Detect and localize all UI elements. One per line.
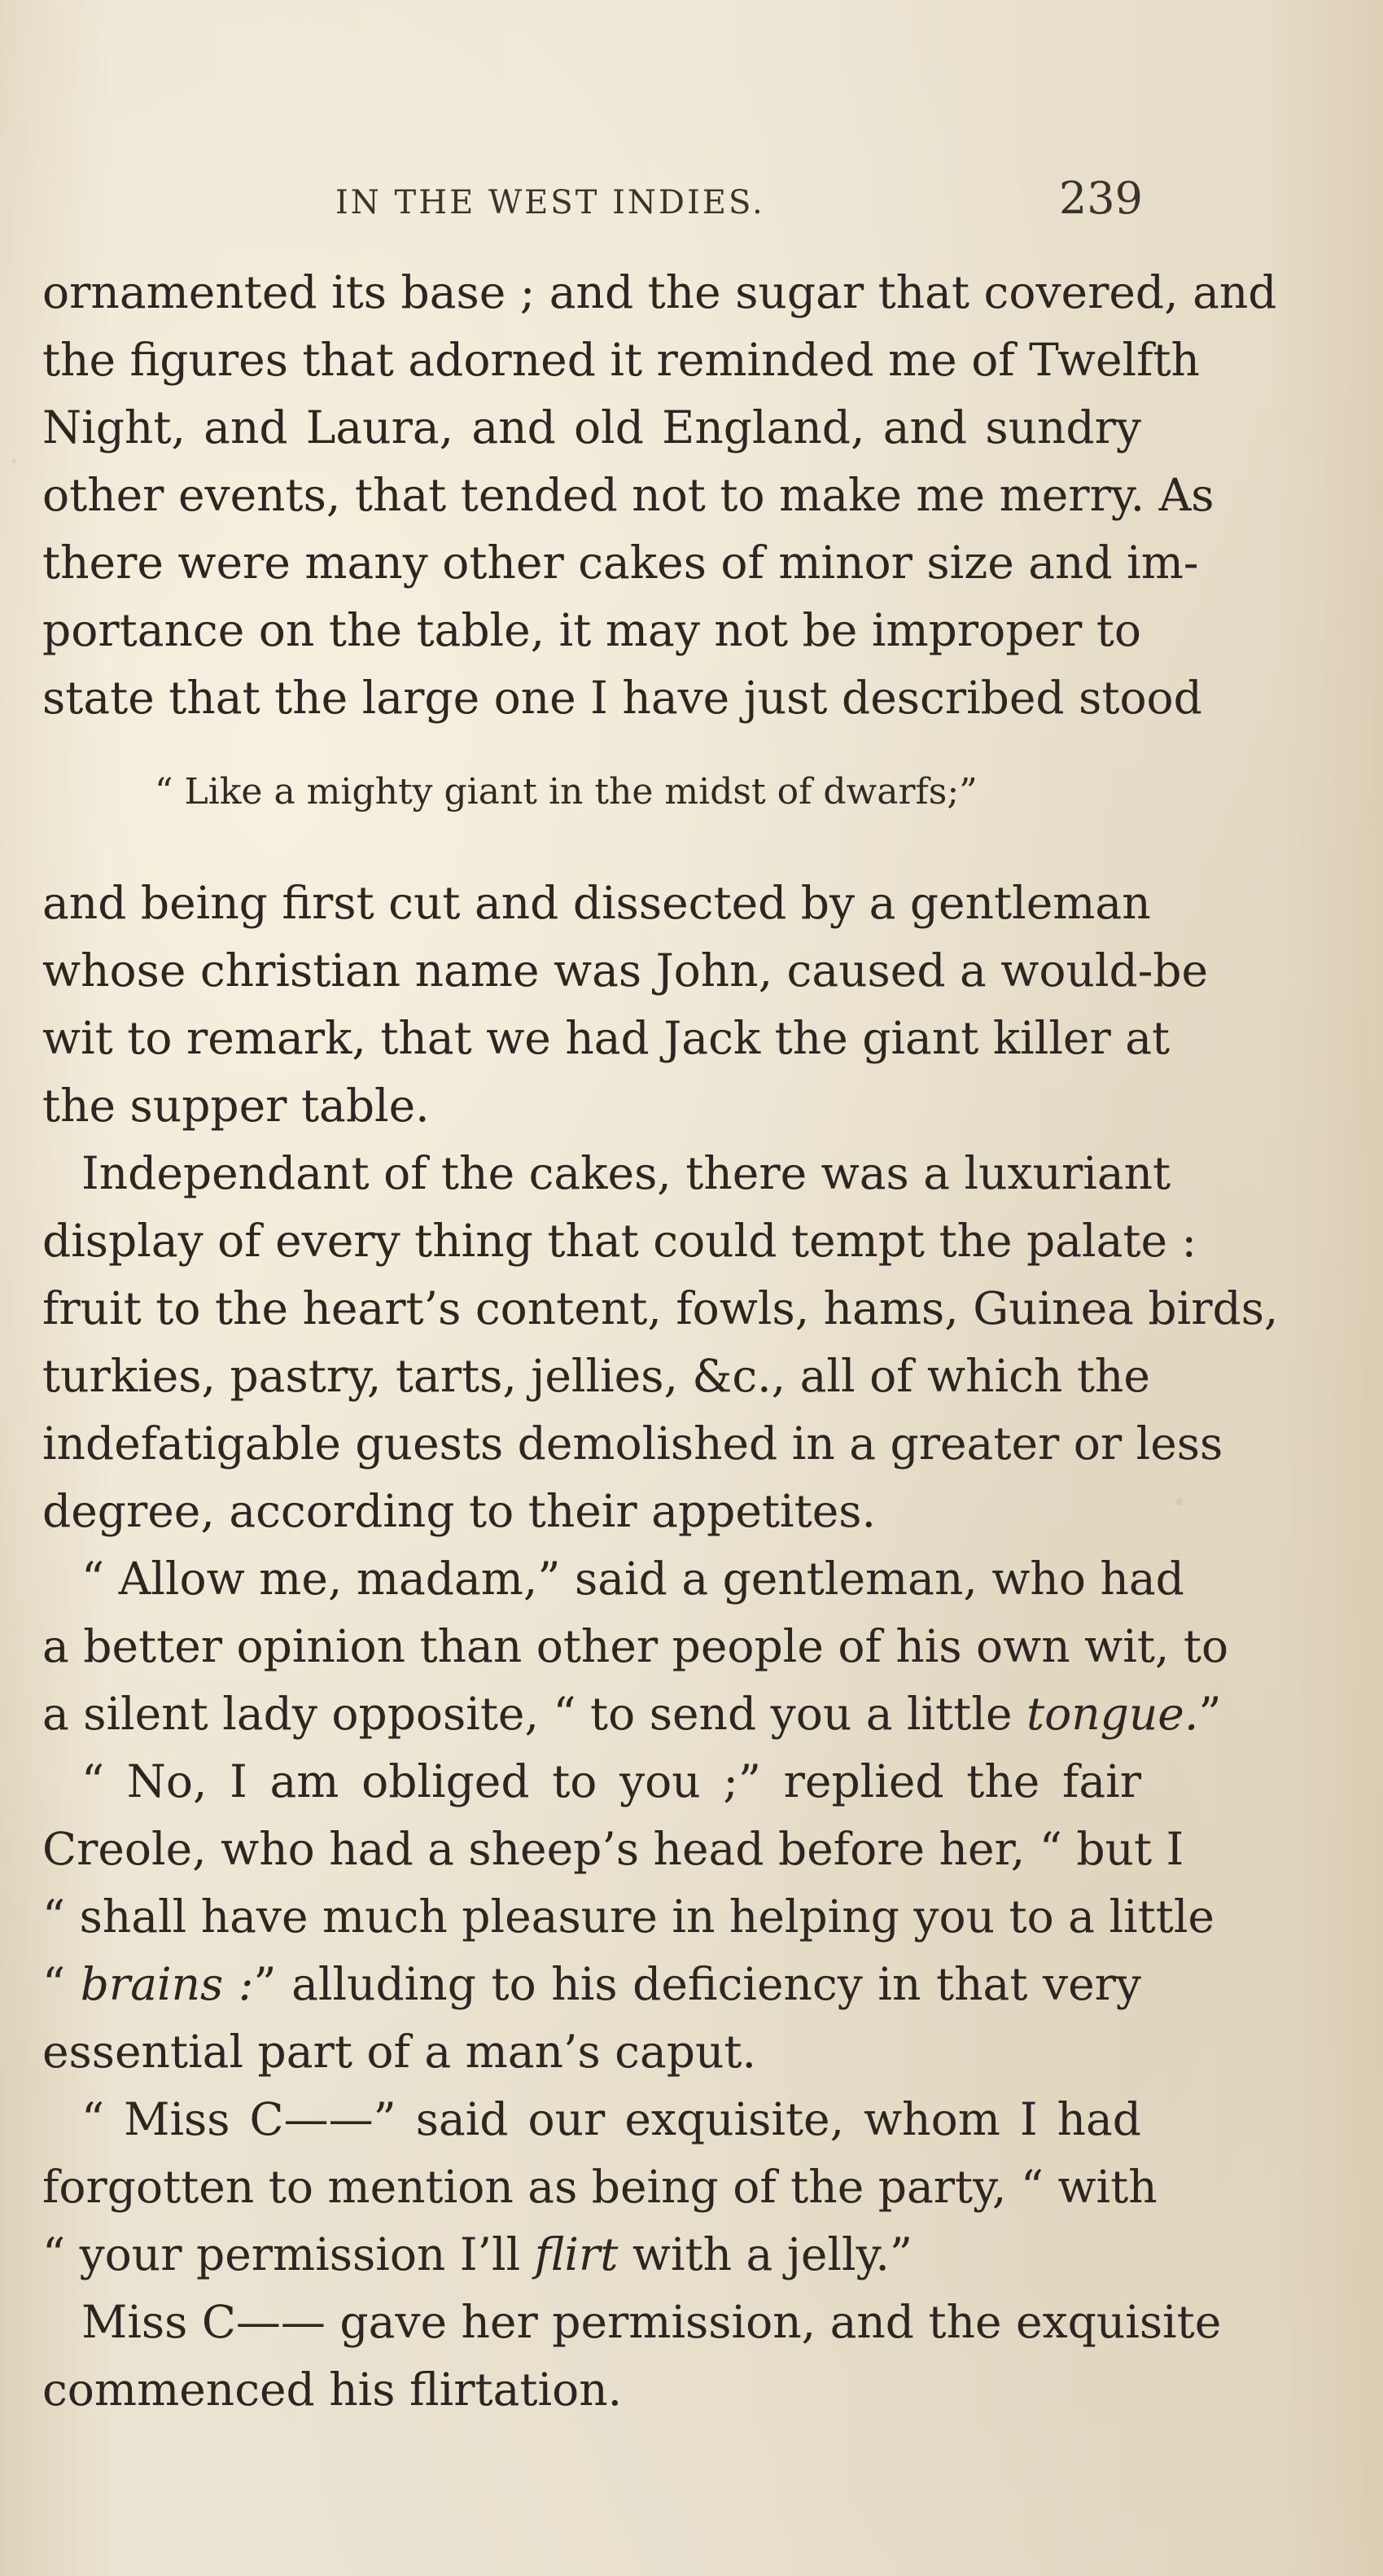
text-fragment: ” [1198, 1688, 1222, 1740]
text-line: Miss C—— gave her permission, and the exquisite [81, 2296, 1222, 2348]
text-line: portance on the table, it may not be improper to [42, 604, 1141, 656]
text-line: and being first cut and dissected by a gentleman [42, 877, 1151, 929]
running-title: IN THE WEST INDIES. [335, 184, 765, 221]
text-line: the supper table. [42, 1080, 430, 1132]
text-line: “ Miss C——” said our exquisite, whom I had [81, 2093, 1141, 2145]
text-line: indefatigable guests demolished in a greater or less [42, 1417, 1223, 1470]
text-line: whose christian name was John, caused a would-be [42, 944, 1209, 997]
paper-blemish [1175, 1498, 1183, 1505]
text-line: there were many other cakes of minor size and im- [42, 537, 1199, 589]
text-line [42, 1951, 1141, 2018]
text-fragment: “ your permission I’ll [42, 2228, 535, 2280]
text-block-main [42, 870, 1279, 2424]
text-line: a better opinion than other people of his own wit, to [42, 1620, 1229, 1672]
text-line: Creole, who had a sheep’s head before her, “ but I [42, 1823, 1184, 1875]
text-line [42, 2221, 1141, 2289]
text-line: turkies, pastry, tarts, jellies, &c., all of which the [42, 1350, 1150, 1402]
text-line: forgotten to mention as being of the party, “ with [42, 2161, 1158, 2213]
italic-word: tongue. [1026, 1688, 1199, 1740]
text-line: display of every thing that could tempt the palate : [42, 1215, 1197, 1267]
text-line [42, 1680, 1222, 1748]
text-fragment: a silent lady opposite, “ to send you a little [42, 1688, 1027, 1740]
page-header [335, 173, 1143, 230]
italic-word: flirt [534, 2228, 619, 2280]
text-line: “ No, I am obliged to you ;” replied the fair [81, 1755, 1141, 1807]
text-line: commenced his flirtation. [42, 2364, 623, 2416]
text-block-top [42, 259, 1277, 732]
text-line: ornamented its base ; and the sugar that covered, and [42, 266, 1277, 318]
text-line: fruit to the heart’s content, fowls, hams, Guinea birds, [42, 1282, 1279, 1334]
verse-quotation: “ Like a mighty giant in the midst of dwarfs;” [155, 771, 978, 813]
text-fragment: “ [42, 1958, 81, 2010]
paper-blemish [11, 458, 16, 463]
text-line: degree, according to their appetites. [42, 1485, 876, 1537]
text-fragment: ” alluding to his deficiency in that very [253, 1958, 1141, 2010]
text-line: Night, and Laura, and old England, and sundry [42, 401, 1141, 453]
text-line: state that the large one I have just described stood [42, 672, 1202, 724]
text-line: essential part of a man’s caput. [42, 2026, 756, 2078]
italic-word: brains : [80, 1958, 254, 2010]
text-line: wit to remark, that we had Jack the giant killer at [42, 1012, 1171, 1064]
text-line: “ shall have much pleasure in helping you to a little [42, 1890, 1215, 1943]
text-line: the figures that adorned it reminded me of Twelfth [42, 334, 1200, 386]
page-number: 239 [1058, 173, 1143, 224]
text-line: Independant of the cakes, there was a luxuriant [81, 1147, 1171, 1199]
text-line: “ Allow me, madam,” said a gentleman, who had [81, 1553, 1184, 1605]
text-line: other events, that tended not to make me merry. As [42, 469, 1215, 521]
text-fragment: with a jelly.” [618, 2228, 913, 2280]
